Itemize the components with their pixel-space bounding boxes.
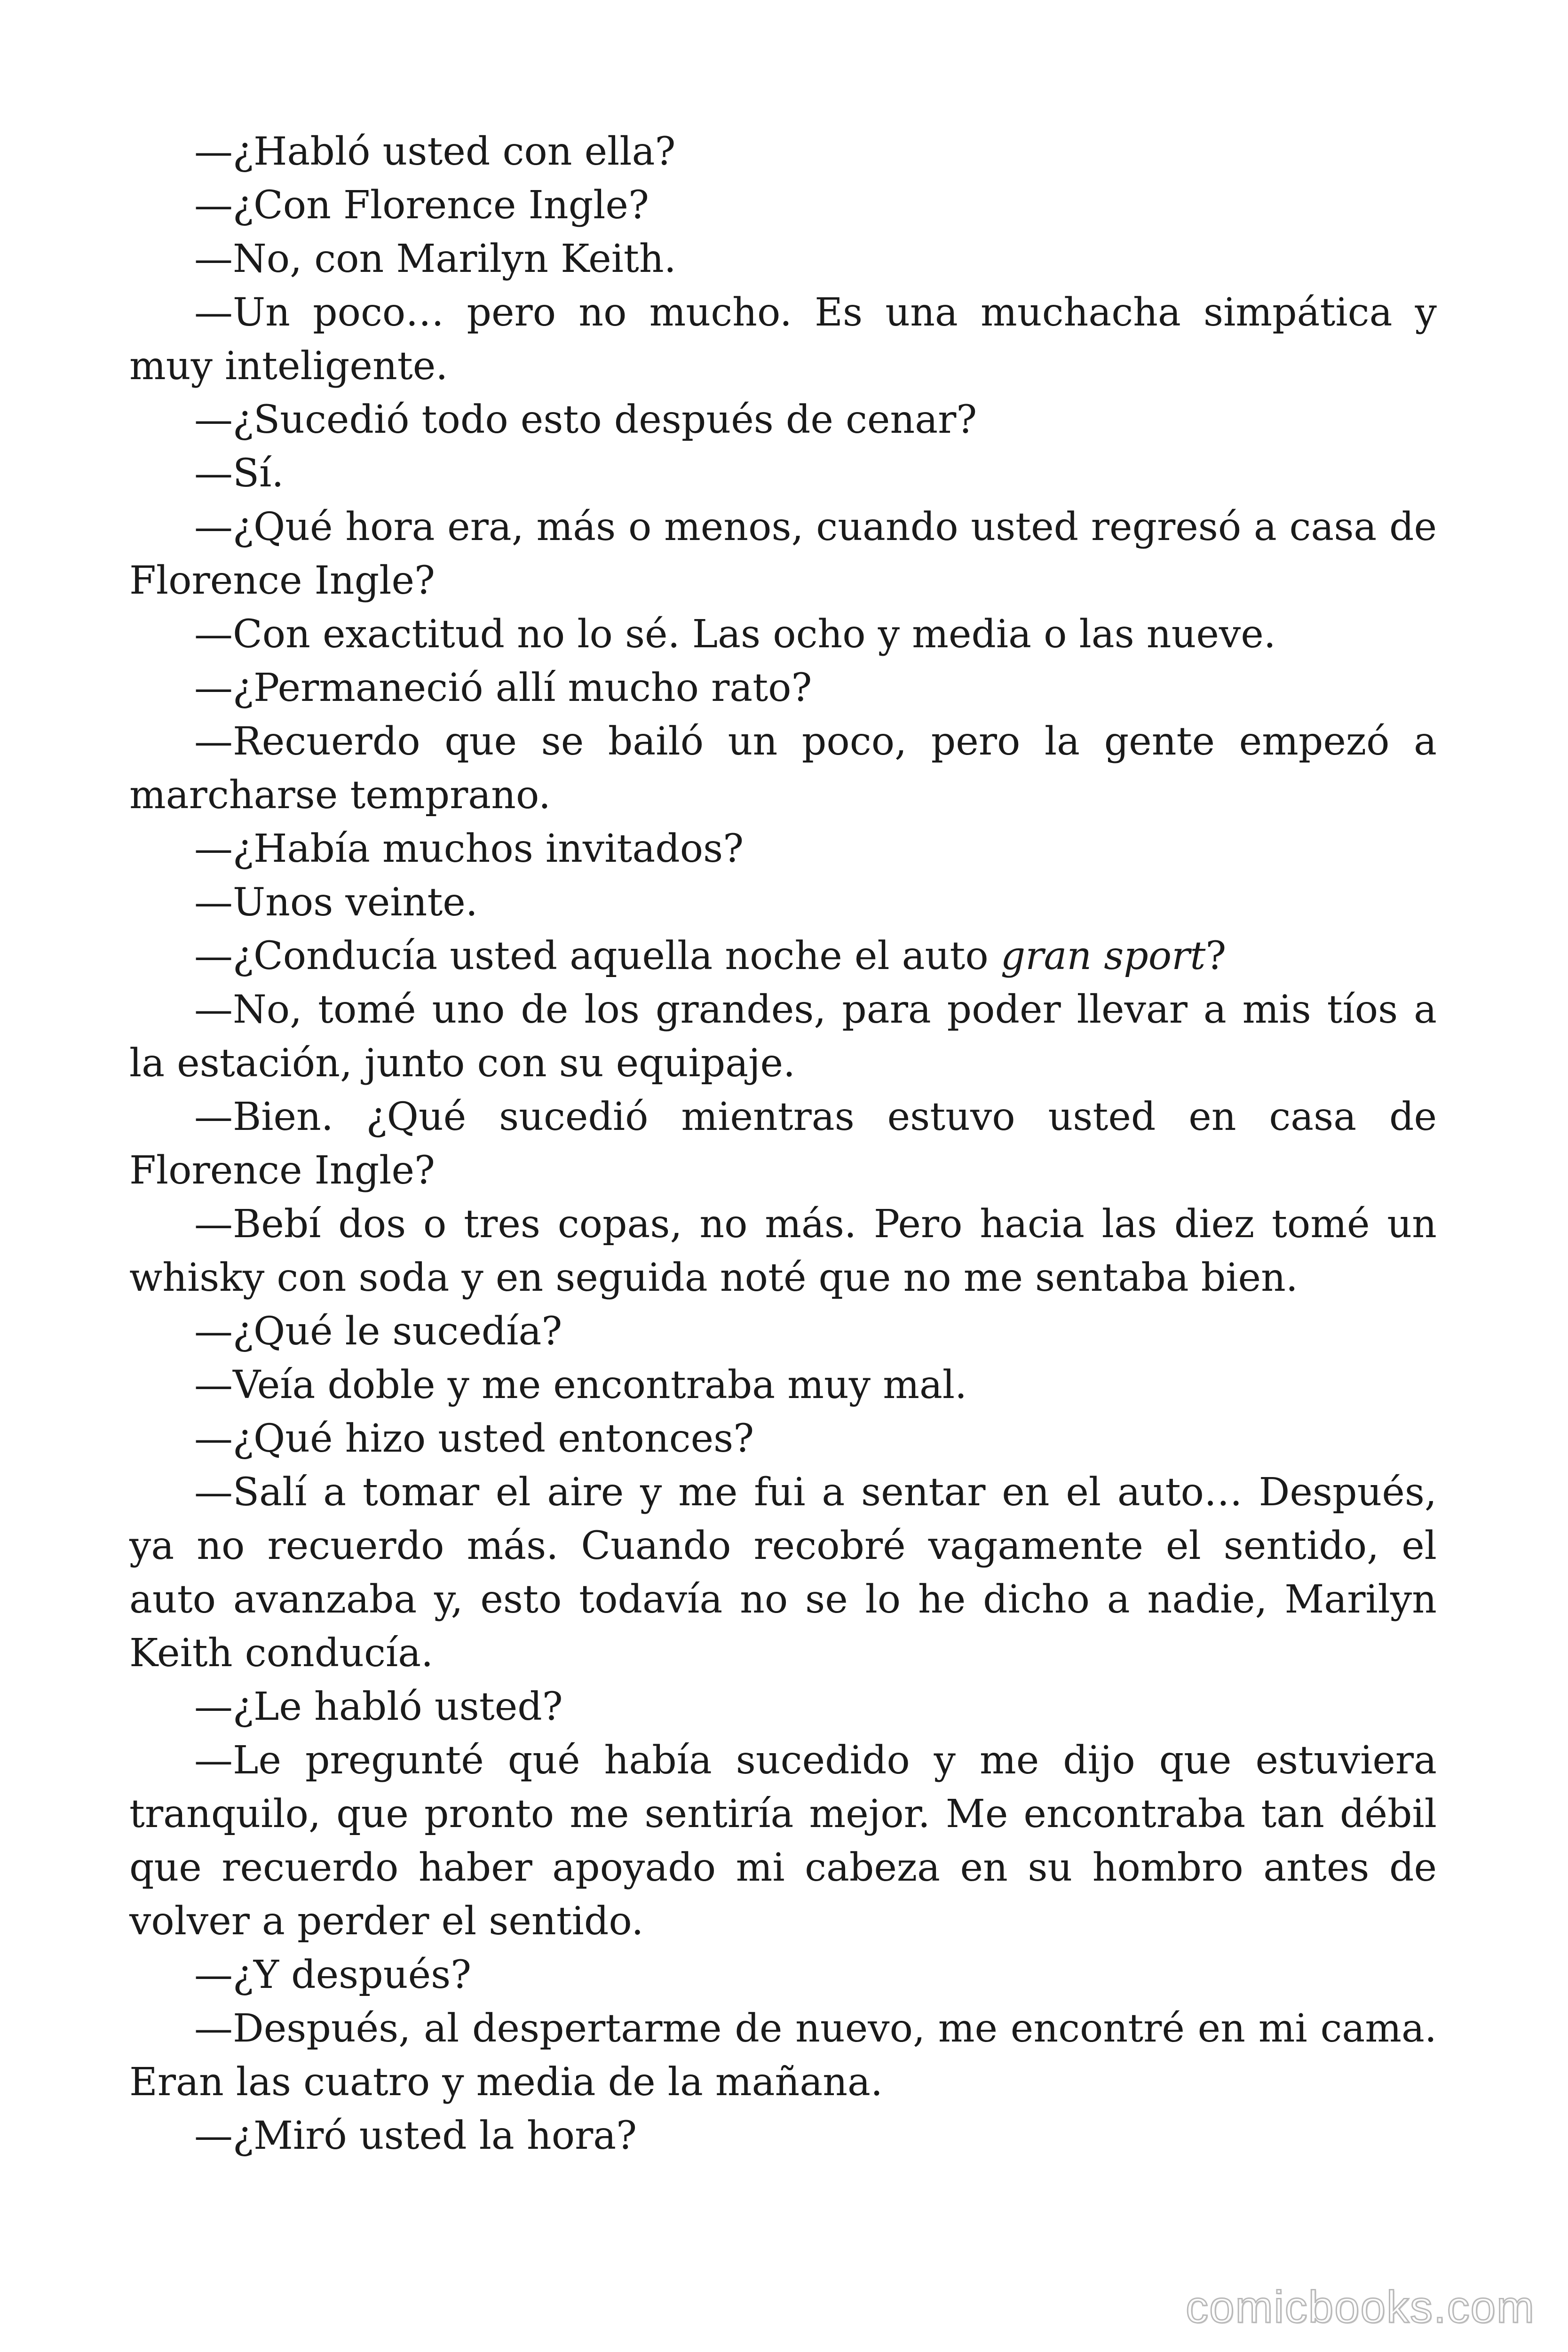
watermark: comicbooks.com (1186, 2282, 1535, 2332)
text-run: —¿Conducía usted aquella noche el auto (194, 934, 1001, 978)
paragraph: —¿Miró usted la hora? (194, 2114, 637, 2158)
paragraph: —Salí a tomar el aire y me fui a sentar en el auto… Después, ya no recuerdo más. Cuando recobré vagamente el sentido, el auto avanzaba y, esto todavía no se lo he dicho a nadie, Marilyn Keith conducía. (129, 1470, 1437, 1676)
italic-text: gran sport (1000, 934, 1206, 978)
paragraph: —Recuerdo que se bailó un poco, pero la gente empezó a marcharse temprano. (129, 719, 1437, 818)
paragraph: —¿Y después? (194, 1953, 472, 1997)
paragraph: —¿Le habló usted? (194, 1685, 563, 1729)
dialogue-text (129, 125, 1437, 2163)
paragraph: —Con exactitud no lo sé. Las ocho y media o las nueve. (194, 612, 1276, 657)
paragraph: —Veía doble y me encontraba muy mal. (194, 1363, 967, 1407)
paragraph: —¿Qué hora era, más o menos, cuando usted regresó a casa de Florence Ingle? (129, 505, 1437, 603)
paragraph: —Unos veinte. (194, 880, 478, 925)
paragraph: —¿Habló usted con ella? (194, 129, 676, 174)
paragraph: —Bien. ¿Qué sucedió mientras estuvo usted en casa de Florence Ingle? (129, 1095, 1437, 1193)
paragraph: —¿Con Florence Ingle? (194, 183, 649, 228)
paragraph: —¿Qué hizo usted entonces? (194, 1416, 754, 1461)
paragraph: —Sí. (194, 451, 284, 496)
paragraph-with-italic (129, 930, 1437, 983)
paragraph: —¿Qué le sucedía? (194, 1309, 562, 1354)
paragraph: —No, tomé uno de los grandes, para poder llevar a mis tíos a la estación, junto con su equipaje. (129, 987, 1437, 1086)
paragraph: —¿Permaneció allí mucho rato? (194, 666, 812, 710)
paragraph: —No, con Marilyn Keith. (194, 237, 676, 281)
paragraph: —Un poco… pero no mucho. Es una muchacha simpática y muy inteligente. (129, 290, 1437, 389)
paragraph: —¿Sucedió todo esto después de cenar? (194, 397, 977, 442)
paragraph: —Le pregunté qué había sucedido y me dijo que estuviera tranquilo, que pronto me sentiría mejor. Me encontraba tan débil que recuerdo haber apoyado mi cabeza en su hombro antes de volver a perder el sentido. (129, 1738, 1437, 1944)
paragraph: —Bebí dos o tres copas, no más. Pero hacia las diez tomé un whisky con soda y en seguida noté que no me sentaba bien. (129, 1202, 1437, 1300)
text-run: ? (1205, 934, 1227, 978)
paragraph: —Después, al despertarme de nuevo, me encontré en mi cama. Eran las cuatro y media de la mañana. (129, 2006, 1437, 2105)
paragraph: —¿Había muchos invitados? (194, 826, 744, 871)
